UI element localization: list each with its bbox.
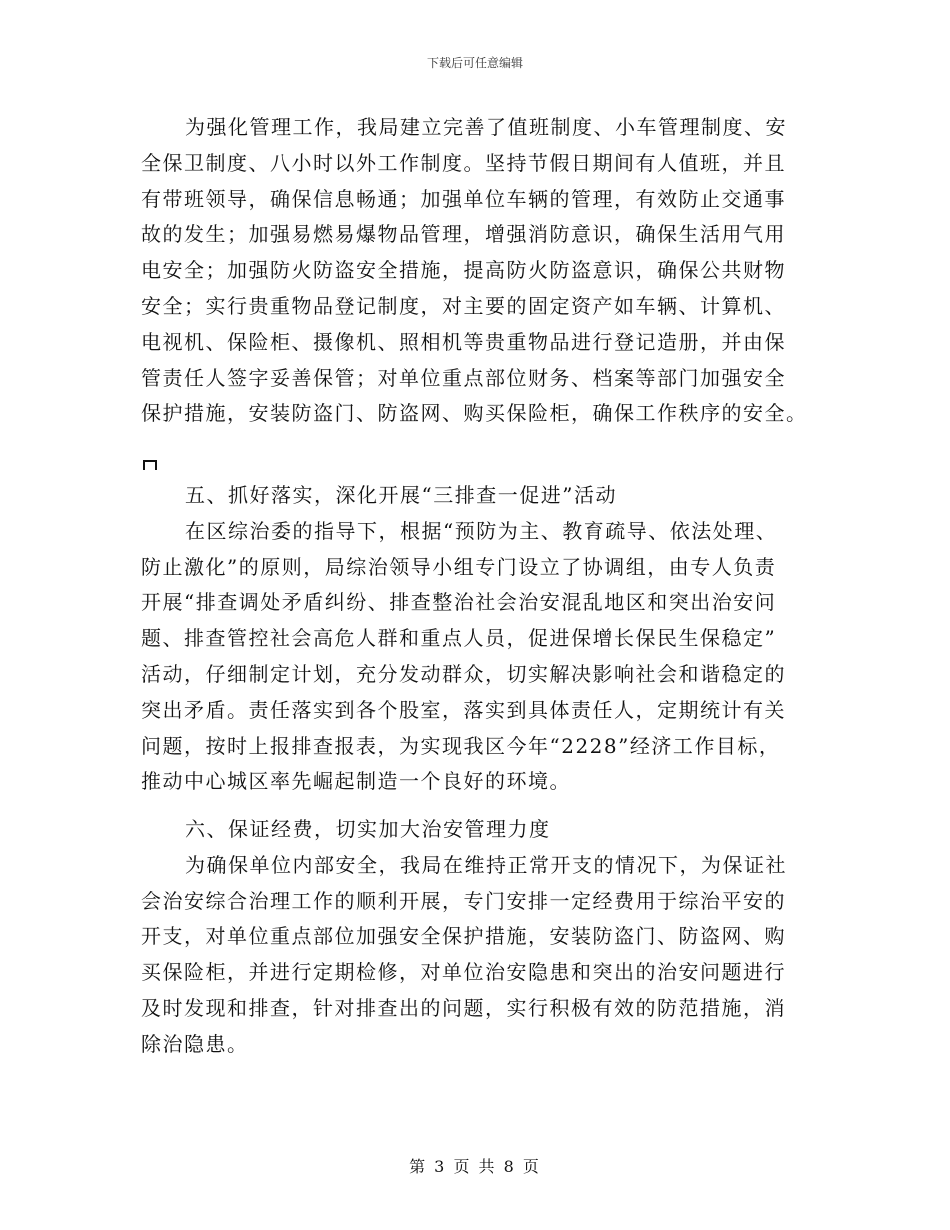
paragraph-line: 开支，对单位重点部位加强安全保护措施，安装防盗门、防盗网、购 — [141, 924, 786, 949]
header-note: 下载后可任意编辑 — [426, 56, 523, 70]
paragraph-line: 保护措施，安装防盗门、防盗网、购买保险柜，确保工作秩序的安全。 — [141, 401, 808, 426]
paragraph-line: 会治安综合治理工作的顺利开展，专门安排一定经费用于综治平安的 — [141, 888, 786, 913]
paragraph-line: 题、排查管控社会高危人群和重点人员，促进保增长保民生保稳定” — [141, 626, 777, 651]
paragraph-line: 在区综治委的指导下，根据“预防为主、教育疏导、依法处理、 — [185, 518, 778, 543]
paragraph-line: 及时发现和排查，针对排查出的问题，实行积极有效的防范措施，消 — [141, 995, 786, 1020]
paragraph-line: 电安全；加强防火防盗安全措施，提高防火防盗意识，确保公共财物 — [141, 258, 786, 283]
paragraph-line: 活动，仔细制定计划，充分发动群众，切实解决影响社会和谐稳定的 — [141, 661, 786, 686]
paragraph-line: 问题，按时上报排查报表，为实现我区今年“2228”经济工作目标， — [141, 733, 781, 758]
section-six — [141, 812, 809, 1063]
paragraph-line: 推动中心城区率先崛起制造一个良好的环境。 — [141, 769, 571, 794]
paragraph-line: 安全；实行贵重物品登记制度，对主要的固定资产如车辆、计算机、 — [141, 293, 786, 318]
bracket-marker — [143, 460, 157, 470]
paragraph-line: 买保险柜，并进行定期检修，对单位治安隐患和突出的治安问题进行 — [141, 960, 786, 985]
paragraph-line: 有带班领导，确保信息畅通；加强单位车辆的管理，有效防止交通事 — [141, 186, 786, 211]
paragraph-line: 防止激化”的原则，局综治领导小组专门设立了协调组，由专人负责 — [141, 554, 777, 579]
paragraph-line: 故的发生；加强易燃易爆物品管理，增强消防意识，确保生活用气用 — [141, 222, 786, 247]
section-five — [141, 478, 809, 800]
paragraph-line: 为确保单位内部安全，我局在维持正常开支的情况下，为保证社 — [185, 852, 787, 877]
paragraph-line: 为强化管理工作，我局建立完善了值班制度、小车管理制度、安 — [185, 115, 787, 139]
paragraph-line: 全保卫制度、八小时以外工作制度。坚持节假日期间有人值班，并且 — [141, 150, 786, 175]
section-heading: 五、抓好落实，深化开展“三排查一促进”活动 — [185, 483, 617, 507]
paragraph-line: 开展“排查调处矛盾纠纷、排查整治社会治安混乱地区和突出治安问 — [141, 590, 777, 615]
paragraph-line: 除治隐患。 — [141, 1031, 249, 1056]
page-number: 第 3 页 共 8 页 — [409, 1157, 541, 1176]
paragraph-line: 突出矛盾。责任落实到各个股室，落实到具体责任人，定期统计有关 — [141, 697, 786, 722]
paragraph-security-measures — [141, 110, 809, 432]
section-heading: 六、保证经费，切实加大治安管理力度 — [185, 817, 551, 841]
paragraph-line: 电视机、保险柜、摄像机、照相机等贵重物品进行登记造册，并由保 — [141, 329, 786, 354]
paragraph-line: 管责任人签字妥善保管；对单位重点部位财务、档案等部门加强安全 — [141, 365, 786, 390]
